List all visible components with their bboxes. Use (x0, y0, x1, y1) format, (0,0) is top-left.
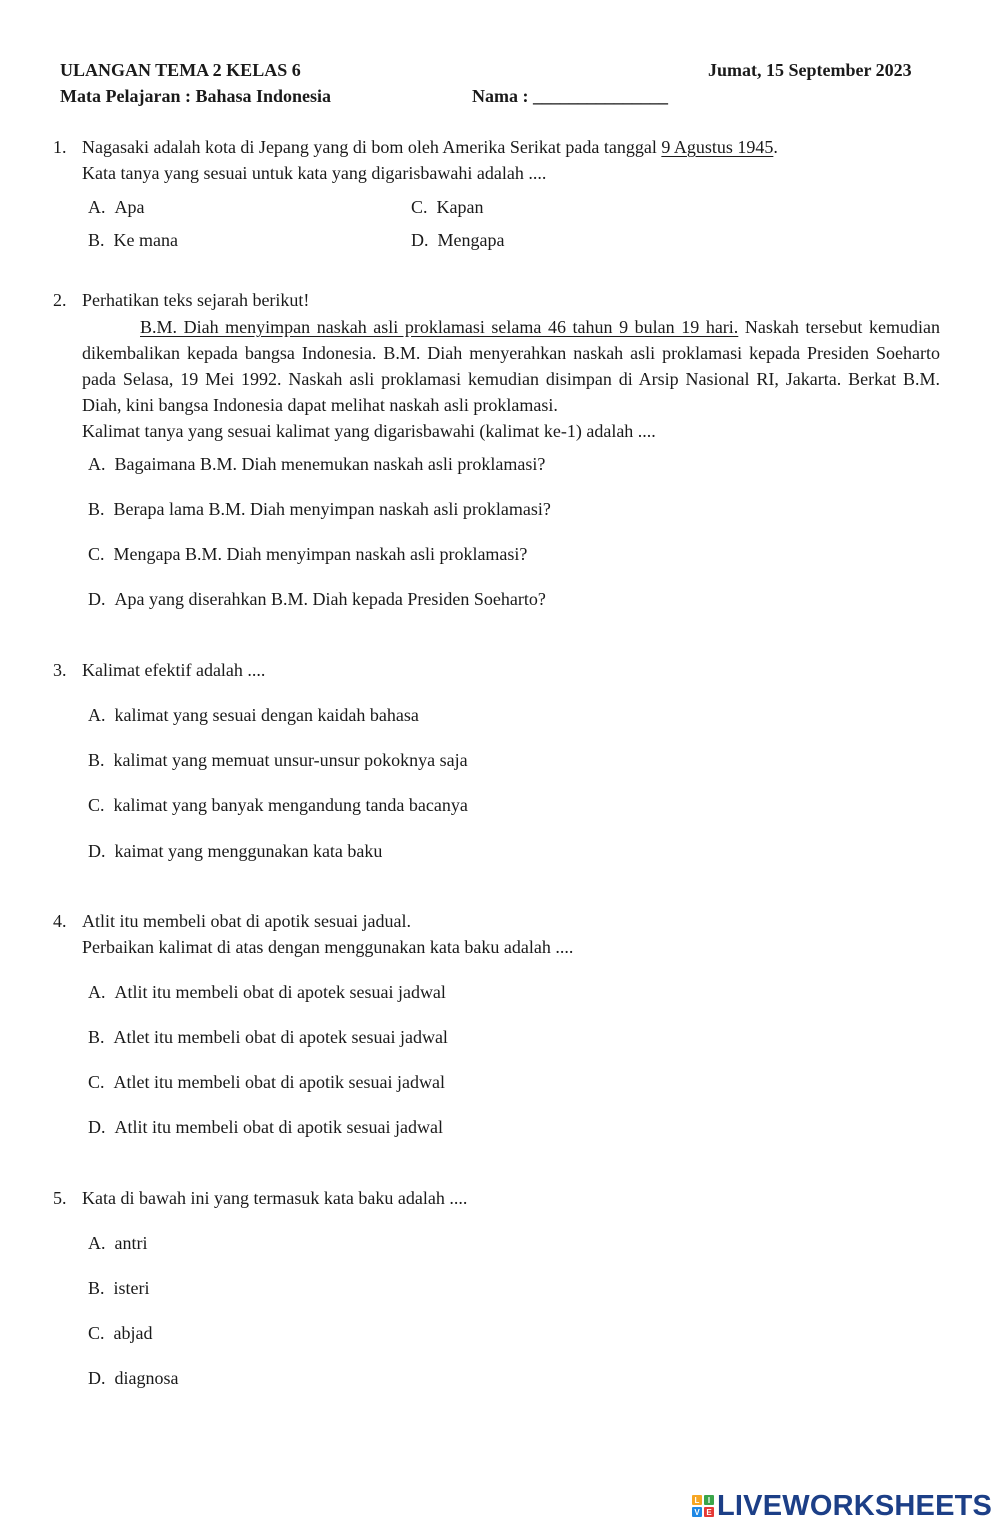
q5-option-b[interactable]: B. isteri (88, 1278, 150, 1298)
exam-title: ULANGAN TEMA 2 KELAS 6 (60, 60, 301, 80)
name-field-label: Nama : _______________ (472, 86, 668, 106)
logo-wordmark: LIVEWORKSHEETS (717, 1490, 993, 1522)
q3-number: 3. (53, 660, 67, 680)
subject-label: Mata Pelajaran : Bahasa Indonesia (60, 86, 332, 106)
q2-option-c[interactable]: C. Mengapa B.M. Diah menyimpan naskah asli proklamasi? (88, 544, 528, 564)
q1-underlined-date: 9 Agustus 1945 (661, 137, 774, 157)
q4-option-c[interactable]: C. Atlet itu membeli obat di apotik sesuai jadwal (88, 1072, 445, 1092)
q2-underlined-sentence: B.M. Diah menyimpan naskah asli proklamasi selama 46 tahun 9 bulan 19 hari. (140, 317, 739, 337)
q2-number: 2. (53, 290, 67, 310)
q1-statement: Nagasaki adalah kota di Jepang yang di bom oleh Amerika Serikat pada tanggal 9 Agustus 1945. (82, 137, 778, 157)
q1-number: 1. (53, 137, 67, 157)
q3-option-a[interactable]: A. kalimat yang sesuai dengan kaidah bahasa (88, 705, 419, 725)
q5-option-a[interactable]: A. antri (88, 1233, 148, 1253)
q2-option-b[interactable]: B. Berapa lama B.M. Diah menyimpan naskah asli proklamasi? (88, 499, 551, 519)
q4-question: Perbaikan kalimat di atas dengan menggunakan kata baku adalah .... (82, 937, 574, 957)
q1-option-c[interactable]: C. Kapan (411, 197, 484, 217)
logo-cell-i: I (704, 1495, 714, 1505)
logo-grid-icon (692, 1495, 714, 1517)
liveworksheets-logo (692, 1488, 992, 1524)
q4-option-b[interactable]: B. Atlet itu membeli obat di apotek sesuai jadwal (88, 1027, 448, 1047)
q4-statement: Atlit itu membeli obat di apotik sesuai jadual. (82, 911, 411, 931)
q2-option-d[interactable]: D. Apa yang diserahkan B.M. Diah kepada Presiden Soeharto? (88, 589, 546, 609)
q1-question: Kata tanya yang sesuai untuk kata yang digarisbawahi adalah .... (82, 163, 547, 183)
q1-option-b[interactable]: B. Ke mana (88, 230, 178, 250)
q3-option-c[interactable]: C. kalimat yang banyak mengandung tanda bacanya (88, 795, 468, 815)
exam-date: Jumat, 15 September 2023 (708, 60, 912, 80)
q3-question: Kalimat efektif adalah .... (82, 660, 266, 680)
q3-option-b[interactable]: B. kalimat yang memuat unsur-unsur pokoknya saja (88, 750, 468, 770)
q4-option-d[interactable]: D. Atlit itu membeli obat di apotik sesuai jadwal (88, 1117, 443, 1137)
logo-cell-v: V (692, 1507, 702, 1517)
q1-option-a[interactable]: A. Apa (88, 197, 145, 217)
logo-cell-e: E (704, 1507, 714, 1517)
q5-number: 5. (53, 1188, 67, 1208)
q3-option-d[interactable]: D. kaimat yang menggunakan kata baku (88, 841, 383, 861)
q4-number: 4. (53, 911, 67, 931)
q2-passage: B.M. Diah menyimpan naskah asli proklamasi selama 46 tahun 9 bulan 19 hari. Naskah tersebut kemudian dikembalikan kepada bangsa Indonesia. B.M. Diah menyerahkan naskah asli proklamasi kepada Presiden Soeharto pada Selasa, 19 Mei 1992. Naskah asli proklamasi kemudian disimpan di Arsip Nasional RI, Jakarta. Berkat B.M. Diah, kini bangsa Indonesia dapat melihat naskah asli proklamasi. (82, 317, 940, 415)
q1-option-d[interactable]: D. Mengapa (411, 230, 505, 250)
q5-option-c[interactable]: C. abjad (88, 1323, 153, 1343)
q2-intro: Perhatikan teks sejarah berikut! (82, 290, 310, 310)
q4-option-a[interactable]: A. Atlit itu membeli obat di apotek sesuai jadwal (88, 982, 446, 1002)
q5-option-d[interactable]: D. diagnosa (88, 1368, 179, 1388)
logo-cell-l: L (692, 1495, 702, 1505)
q5-question: Kata di bawah ini yang termasuk kata baku adalah .... (82, 1188, 468, 1208)
q2-option-a[interactable]: A. Bagaimana B.M. Diah menemukan naskah asli proklamasi? (88, 454, 546, 474)
q2-question: Kalimat tanya yang sesuai kalimat yang digarisbawahi (kalimat ke-1) adalah .... (82, 421, 656, 441)
